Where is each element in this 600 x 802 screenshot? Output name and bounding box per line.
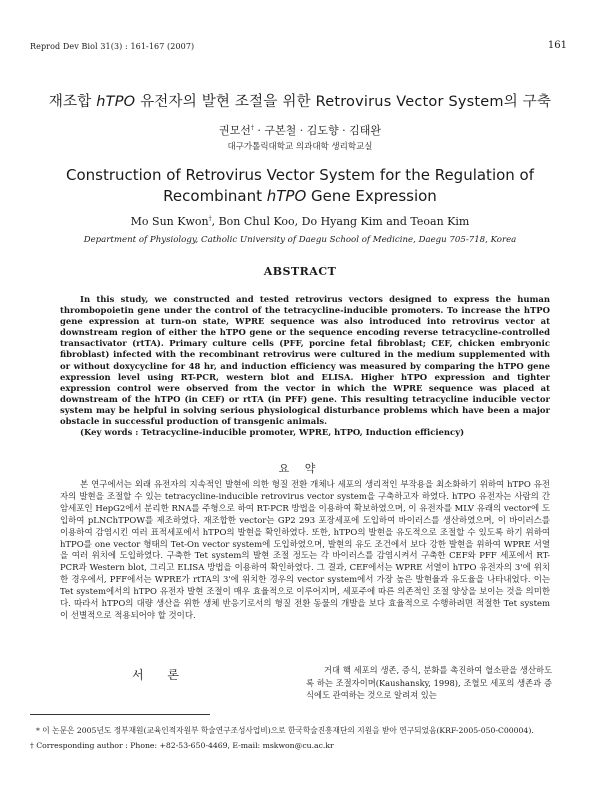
korean-affiliation: 대구가톨릭대학교 의과대학 생리학교실 [227, 142, 373, 152]
korean-authors: 권모선† · 구본철 · 김도향 · 김태완 [219, 124, 381, 137]
korean-abstract-heading: 요 약 [278, 462, 322, 475]
footnote-divider [30, 714, 210, 715]
introduction-text: 거대 핵 세포의 생존, 증식, 분화를 촉진하여 혈소판을 생산하도록 하는 조절자이며(Kaushansky, 1998), 조혈모 세포의 생존과 증식에도 관여하는 것으로 알려져 있는 [306, 665, 552, 701]
abstract-heading: ABSTRACT [263, 265, 337, 278]
korean-abstract-body [60, 479, 550, 622]
korean-abstract-text: 본 연구에서는 외래 유전자의 지속적인 발현에 의한 형질 전환 개체나 세포의 생리적인 부작용을 최소화하기 위하여 hTPO 유전자의 발현을 조절할 수 있는 tetracycline-inducible retrovirus vector system을 구축하고자 하였다. hTPO 유전자는 사람의 간암세포인 HepG2에서 분리한 RNA를 주형으로 하여 RT-PCR 방법을 이용하여 확보하였으며, 이 유전자를 MLV 유래의 vector에 도입하여 pLNChTPOW를 제조하였다. 재조합한 vector는 GP2 293 포장세포에 도입하여 바이러스를 생산하였으며, 이 바이러스를 이용하여 감염시킨 여러 표적세포에서 hTPO의 발현을 확인하였다. 또한, hTPO의 발현을 유도적으로 조절할 수 있도록 하기 위하여 hTPO를 one vector 형태의 Tet-On vector system에 도입하였으며, 발현의 유도 조건에서 보다 강한 발현을 위하여 WPRE 서열을 여러 위치에 도입하였다. 구축한 Tet system의 발현 조절 정도는 각 바이러스를 감염시켜서 구축한 CEF와 PFF 세포에서 RT-PCR과 Western blot, 그리고 ELISA 방법을 이용하여 확인하였다. 그 결과, CEF에서는 WPRE 서열이 hTPO 유전자의 3'에 위치한 경우에서, PFF에서는 WPRE가 rtTA의 3'에 위치한 경우의 vector system에서 가장 높은 발현율과 유도율을 나타내었다. 이는 Tet system에서의 hTPO 유전자 발현 조절이 매우 효율적으로 이루어지며, 세포주에 따른 의존적인 조절 양상을 보이는 것을 의미한다. 따라서 hTPO의 대량 생산을 위한 생체 반응기로서의 형질 전환 동물의 개발을 보다 효율적으로 수행하려면 적절한 Tet system이 선별적으로 적용되어야 할 것이다. [60, 479, 550, 620]
journal-citation: Reprod Dev Biol 31(3) : 161-167 (2007) [30, 42, 195, 51]
abstract-text: In this study, we constructed and tested retrovirus vectors designed to express the human thrombopoietin gene under the control of the tetracycline-inducible promoters. To increase the hTPO gene expression at turn-on state, WPRE sequence was also introduced into retrovirus vector at downstream region of either the hTPO gene or the sequence encoding reverse tetracycline-controlled transactivator (rtTA). Primary culture cells (PFF, porcine fetal fibroblast; CEF, chicken embryonic fibroblast) infected with the recombinant retrovirus were cultured in the medium supplemented with or without doxycycline for 48 hr, and induction efficiency was measured by comparing the hTPO gene expression level using RT-PCR, western blot and ELISA. Higher hTPO expression and tighter expression control were observed from the vector in which the WPRE sequence was placed at downstream of the hTPO (in CEF) or rtTA (in PFF) gene. This resulting tetracycline inducible vector system may be helpful in solving serious physiological disturbance problems which have been a major obstacle in successful production of transgenic animals. [60, 294, 550, 427]
corresponding-author-footnote: † Corresponding author : Phone: +82-53-650-4469, E-mail: mskwon@cu.ac.kr [30, 741, 334, 750]
english-affiliation: Department of Physiology, Catholic University of Daegu School of Medicine, Daegu 705-718, Korea [83, 235, 517, 245]
keywords: (Key words : Tetracycline-inducible promoter, WPRE, hTPO, Induction efficiency) [80, 427, 465, 438]
page-number: 161 [547, 40, 567, 51]
abstract-body [60, 294, 550, 438]
english-title: Construction of Retrovirus Vector System for the Regulation of Recombinant hTPO Gene Expression [65, 166, 535, 205]
korean-title: 재조합 hTPO 유전자의 발현 조절을 위한 Retrovirus Vector System의 구축 [48, 94, 552, 110]
introduction-body [306, 664, 552, 702]
funding-footnote: * 이 논문은 2005년도 정부재원(교육인적자원부 학술연구조성사업비)으로 한국학술진흥재단의 지원을 받아 연구되었음(KRF-2005-050-C00004). [36, 726, 534, 735]
english-authors: Mo Sun Kwon†, Bon Chul Koo, Do Hyang Kim and Teoan Kim [130, 215, 470, 228]
introduction-heading: 서 론 [132, 668, 189, 682]
footnotes [30, 724, 555, 752]
